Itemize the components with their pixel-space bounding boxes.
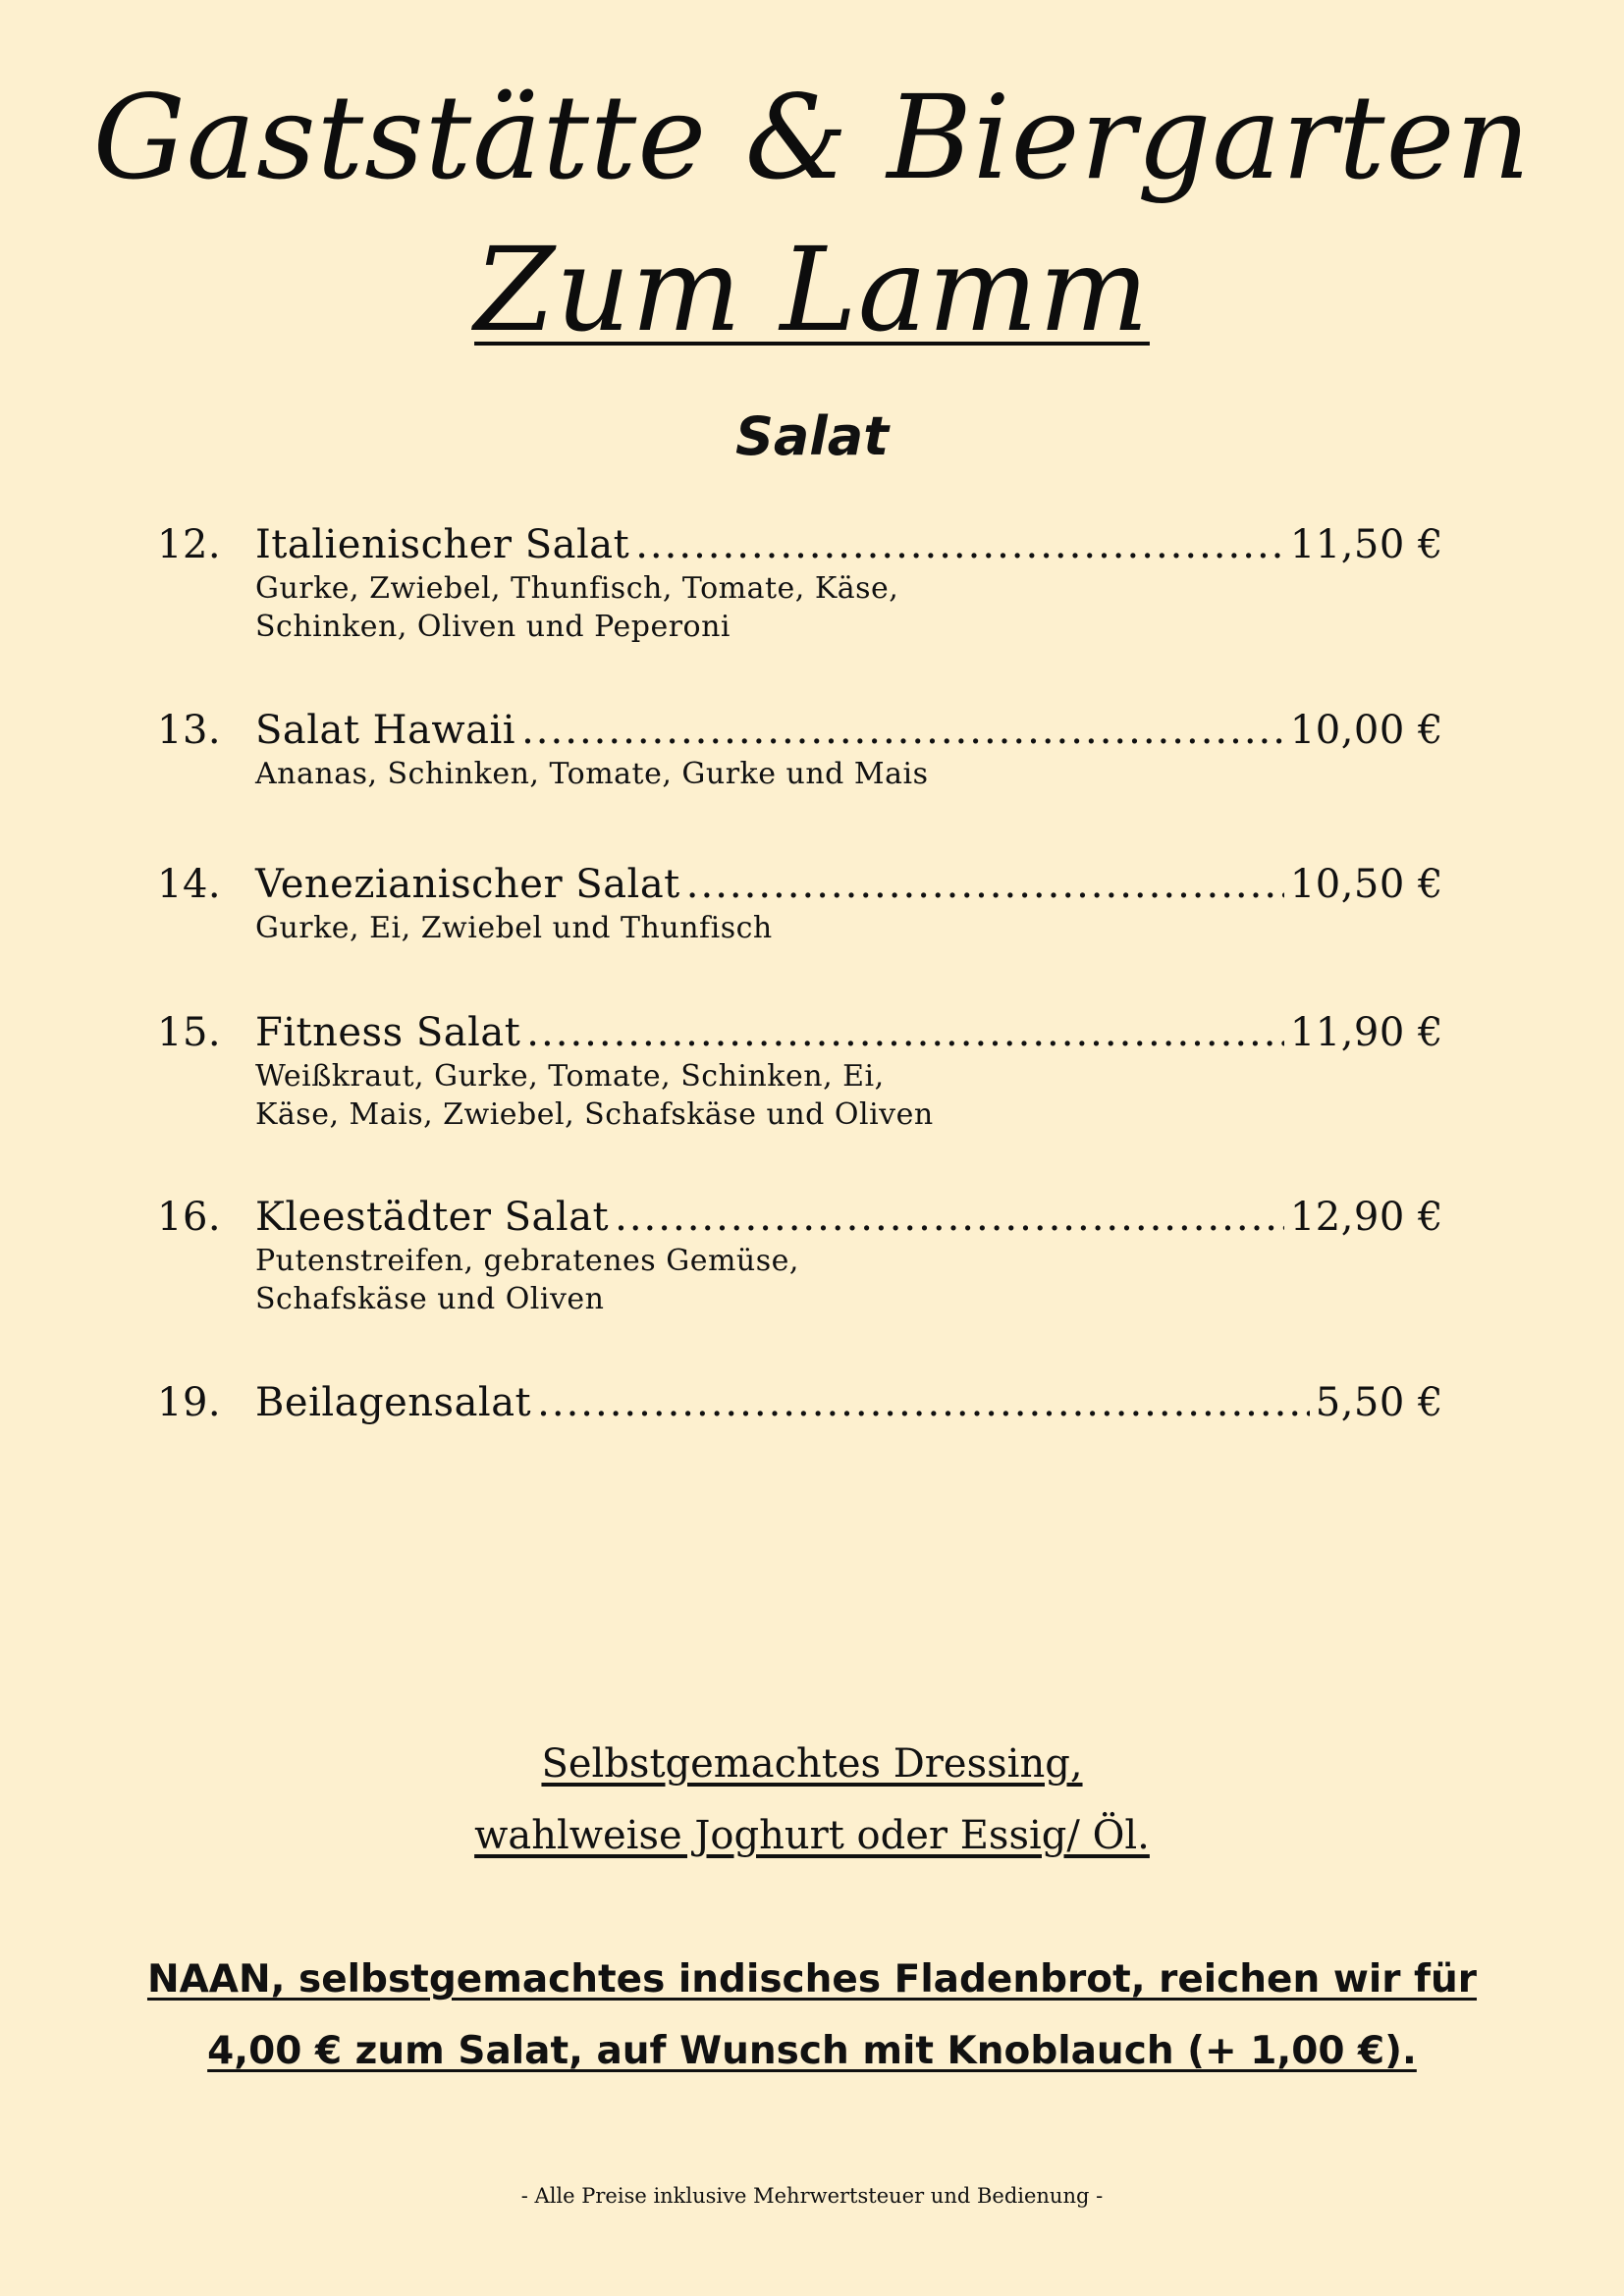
restaurant-name [0,221,1624,358]
menu-item-description-line: Schafskäse und Oliven [255,1282,605,1316]
menu-item-number: 16. [157,1195,222,1240]
menu-item-row [157,1378,1443,1427]
menu-item-name: Beilagensalat [255,1380,532,1425]
menu-item-number: 12. [157,522,222,567]
menu-item-price: 10,00 € [1289,708,1443,753]
menu-item-price: 5,50 € [1315,1380,1443,1425]
menu-item-description-line: Schinken, Oliven und Peperoni [255,610,731,644]
menu-item-price: 12,90 € [1289,1195,1443,1240]
dot-leader [635,520,1284,569]
menu-item [157,860,1443,947]
dot-leader [686,860,1284,909]
dressing-note-text: wahlweise Joghurt oder Essig/ Öl. [474,1813,1150,1858]
menu-item-name: Fitness Salat [255,1010,521,1055]
menu-item-name: Kleestädter Salat [255,1195,610,1240]
menu-item-description-line: Gurke, Ei, Zwiebel und Thunfisch [255,911,773,945]
menu-item-description-line: Putenstreifen, gebratenes Gemüse, [255,1244,799,1278]
menu-item-description-line: Käse, Mais, Zwiebel, Schafskäse und Oliven [255,1097,934,1132]
menu-item-description-line: Weißkraut, Gurke, Tomate, Schinken, Ei, [255,1059,885,1094]
menu-item-name: Salat Hawaii [255,708,516,753]
menu-item-description-line: Gurke, Zwiebel, Thunfisch, Tomate, Käse, [255,571,899,606]
menu-item-number: 14. [157,862,222,907]
menu-item [157,1008,1443,1134]
menu-item-row [157,520,1443,569]
dot-leader [526,1008,1284,1057]
menu-item-row [157,706,1443,755]
section-title: Salat [734,405,890,467]
menu-item [157,706,1443,793]
menu-item-number: 15. [157,1010,222,1055]
menu-item [157,520,1443,646]
naan-note-line [0,1955,1624,2004]
menu-item-row [157,1193,1443,1242]
price-footer-note: - Alle Preise inklusive Mehrwertsteuer und Bedienung - [520,2184,1104,2208]
menu-item-price: 11,50 € [1289,522,1443,567]
menu-item-price: 11,90 € [1289,1010,1443,1055]
dressing-note-text: Selbstgemachtes Dressing, [541,1741,1083,1787]
dressing-note-line [0,1739,1624,1789]
restaurant-title: Gaststätte & Biergarten [92,70,1532,205]
naan-note-text: 4,00 € zum Salat, auf Wunsch mit Knoblauch (+ 1,00 €). [207,2029,1417,2073]
dot-leader [537,1378,1310,1427]
menu-item-number: 13. [157,708,222,753]
restaurant-name-text: Zum Lamm [474,222,1150,357]
menu-item-description-line: Ananas, Schinken, Tomate, Gurke und Mais [255,757,929,791]
menu-item-number: 19. [157,1380,222,1425]
menu-item-row [157,1008,1443,1057]
naan-note-text: NAAN, selbstgemachtes indisches Fladenbrot, reichen wir für [146,1957,1478,2002]
menu-item [157,1378,1443,1427]
menu-item-name: Italienischer Salat [255,522,630,567]
dressing-note-line [0,1811,1624,1860]
menu-item-name: Venezianischer Salat [255,862,680,907]
dot-leader [615,1193,1284,1242]
menu-item [157,1193,1443,1318]
dot-leader [521,706,1284,755]
menu-item-price: 10,50 € [1289,862,1443,907]
naan-note-line [0,2027,1624,2076]
menu-item-row [157,860,1443,909]
